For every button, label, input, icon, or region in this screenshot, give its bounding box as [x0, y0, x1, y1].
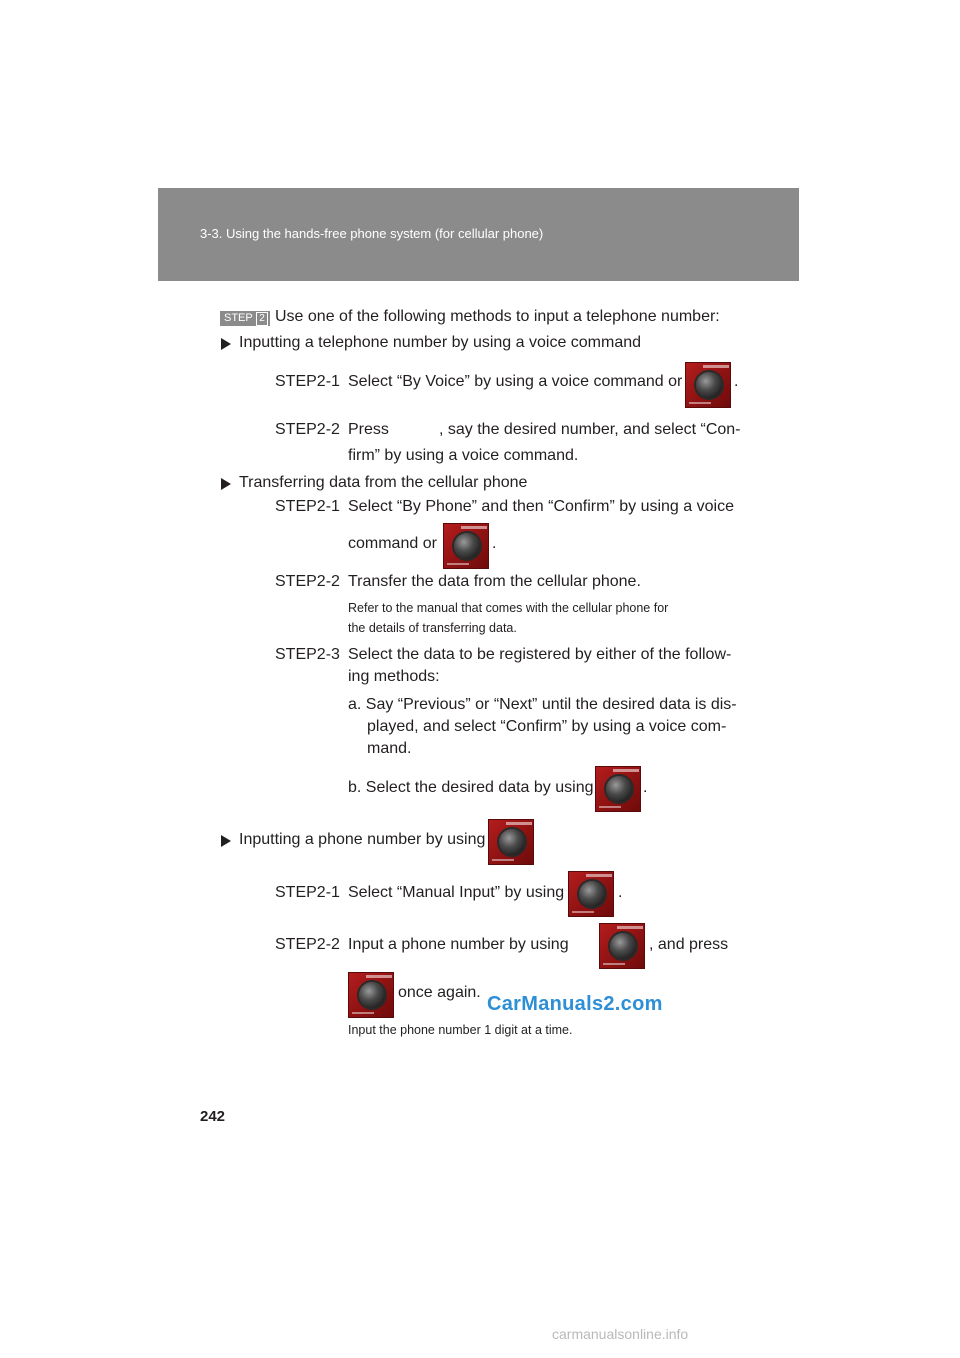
- option-a-line3: mand.: [367, 740, 412, 757]
- voice-heading: Inputting a telephone number by using a voice command: [239, 334, 642, 351]
- manual-step2-text-a: Input a phone number by using: [348, 936, 569, 953]
- option-a-line2: played, and select “Confirm” by using a voice com-: [367, 718, 727, 735]
- option-b-end: .: [643, 779, 648, 796]
- page-number: 242: [200, 1108, 226, 1125]
- transfer-step1-text: Select “By Phone” and then “Confirm” by using a voice: [348, 498, 734, 515]
- transfer-step2-label: STEP2-2: [275, 573, 340, 590]
- manual-step2-label: STEP2-2: [275, 936, 340, 953]
- section-title: 3-3. Using the hands-free phone system (for cellular phone): [200, 226, 544, 241]
- bullet-arrow-icon: [221, 338, 231, 350]
- bullet-arrow-icon: [221, 478, 231, 490]
- tune-file-knob-icon: [595, 766, 641, 812]
- bullet-arrow-icon: [221, 835, 231, 847]
- voice-step1-text: Select “By Voice” by using a voice command or: [348, 373, 683, 390]
- watermark-text: CarManuals2.com: [487, 993, 663, 1015]
- tune-file-knob-icon: [443, 523, 489, 569]
- manual-step1-end: .: [618, 884, 623, 901]
- transfer-step2-text: Transfer the data from the cellular phone.: [348, 573, 641, 590]
- transfer-step3-text-b: ing methods:: [348, 668, 440, 685]
- manual-step1-label: STEP2-1: [275, 884, 340, 901]
- tune-file-knob-icon: [348, 972, 394, 1018]
- intro-text: Use one of the following methods to input a telephone number:: [275, 308, 720, 325]
- step-badge-label: STEP: [224, 312, 253, 324]
- step-badge: [220, 311, 270, 326]
- voice-step1-end: .: [734, 373, 739, 390]
- transfer-step2-note-b: the details of transferring data.: [348, 621, 517, 635]
- transfer-step2-note-a: Refer to the manual that comes with the cellular phone for: [348, 601, 669, 615]
- transfer-step1-text-b: command or: [348, 535, 437, 552]
- voice-step2-text-b: , say the desired number, and select “Con-: [439, 421, 741, 438]
- option-a-line1: a. Say “Previous” or “Next” until the desired data is dis-: [348, 696, 737, 713]
- option-b-line: b. Select the desired data by using: [348, 779, 594, 796]
- tune-file-knob-icon: [599, 923, 645, 969]
- manual-step2-text-b: , and press: [649, 936, 729, 953]
- transfer-step1-label: STEP2-1: [275, 498, 340, 515]
- tune-file-knob-icon: [568, 871, 614, 917]
- transfer-step3-text-a: Select the data to be registered by either of the follow-: [348, 646, 732, 663]
- section-header: [158, 188, 799, 281]
- footer-watermark: carmanualsonline.info: [552, 1326, 689, 1342]
- manual-step1-text: Select “Manual Input” by using: [348, 884, 565, 901]
- transfer-step1-end: .: [492, 535, 497, 552]
- manual-note: Input the phone number 1 digit at a time.: [348, 1023, 573, 1037]
- manual-step2-text-c: once again.: [398, 984, 481, 1001]
- voice-step2-text-c: firm” by using a voice command.: [348, 447, 579, 464]
- talk-switch-icon: [393, 423, 435, 441]
- manual-heading: Inputting a phone number by using: [239, 831, 486, 848]
- voice-step2-text-a: Press: [348, 421, 389, 438]
- voice-step1-label: STEP2-1: [275, 373, 340, 390]
- transfer-step3-label: STEP2-3: [275, 646, 340, 663]
- tune-file-knob-icon: [685, 362, 731, 408]
- step-badge-number: 2: [256, 312, 268, 326]
- voice-step2-label: STEP2-2: [275, 421, 340, 438]
- tune-file-knob-icon: [488, 819, 534, 865]
- transfer-heading: Transferring data from the cellular phone: [239, 474, 528, 491]
